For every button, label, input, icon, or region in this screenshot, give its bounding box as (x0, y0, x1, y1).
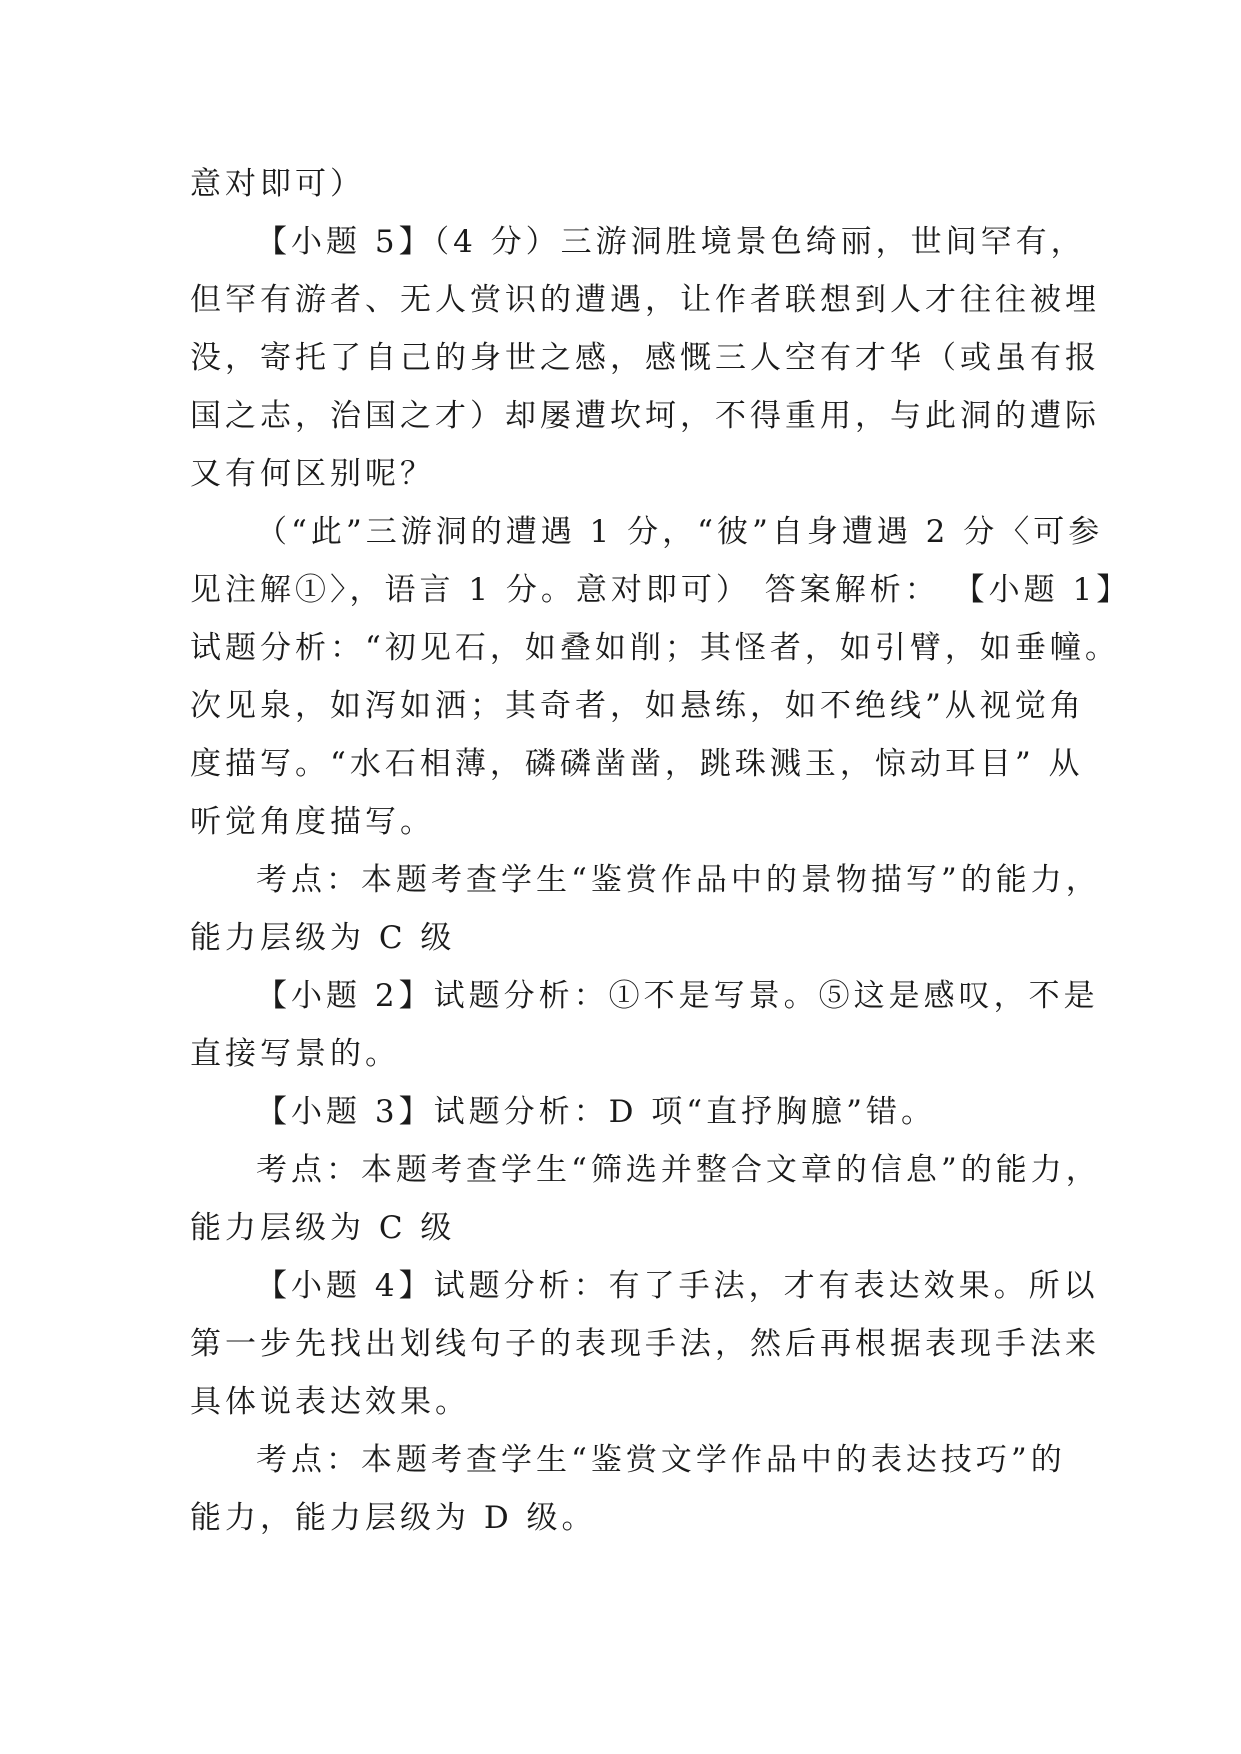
text-line: 次见泉，如泻如洒；其奇者，如悬练，如不绝线”从视觉角 (190, 688, 1085, 724)
text-line: 听觉角度描写。 (190, 804, 435, 840)
text-line: 度描写。“水石相薄，磷磷凿凿，跳珠溅玉，惊动耳目” 从 (190, 746, 1084, 782)
text-line: 【小题 2】试题分析：①不是写景。⑤这是感叹，不是 (256, 978, 1099, 1014)
text-line: 第一步先找出划线句子的表现手法，然后再根据表现手法来 (190, 1326, 1100, 1362)
text-line: 考点：本题考查学生“鉴赏作品中的景物描写”的能力， (256, 862, 1101, 898)
text-line: 能力层级为 C 级 (190, 1210, 456, 1246)
text-line: 考点：本题考查学生“筛选并整合文章的信息”的能力， (256, 1152, 1101, 1188)
text-line: 见注解①〉，语言 1 分。意对即可） 答案解析： 【小题 1】 (190, 572, 1132, 608)
text-line: 能力，能力层级为 D 级。 (190, 1500, 597, 1536)
text-line: 【小题 4】试题分析：有了手法，才有表达效果。所以 (256, 1268, 1099, 1304)
text-line: （“此”三游洞的遭遇 1 分，“彼”自身遭遇 2 分〈可参 (256, 514, 1104, 550)
text-line: 意对即可） (190, 166, 365, 202)
text-line: 具体说表达效果。 (190, 1384, 470, 1420)
text-line: 没，寄托了自己的身世之感，感慨三人空有才华（或虽有报 (190, 340, 1100, 376)
text-line: 国之志，治国之才）却屡遭坎坷，不得重用，与此洞的遭际 (190, 398, 1100, 434)
text-line: 【小题 3】试题分析：D 项“直抒胸臆”错。 (256, 1094, 936, 1130)
text-line: 考点：本题考查学生“鉴赏文学作品中的表达技巧”的 (256, 1442, 1066, 1478)
text-line: 又有何区别呢？ (190, 456, 435, 492)
text-line: 试题分析：“初见石，如叠如削；其怪者，如引臂，如垂幢。 (190, 630, 1120, 666)
text-line: 能力层级为 C 级 (190, 920, 456, 956)
text-line: 但罕有游者、无人赏识的遭遇，让作者联想到人才往往被埋 (190, 282, 1100, 318)
text-line: 【小题 5】（4 分）三游洞胜境景色绮丽，世间罕有， (256, 224, 1086, 260)
text-line: 直接写景的。 (190, 1036, 400, 1072)
